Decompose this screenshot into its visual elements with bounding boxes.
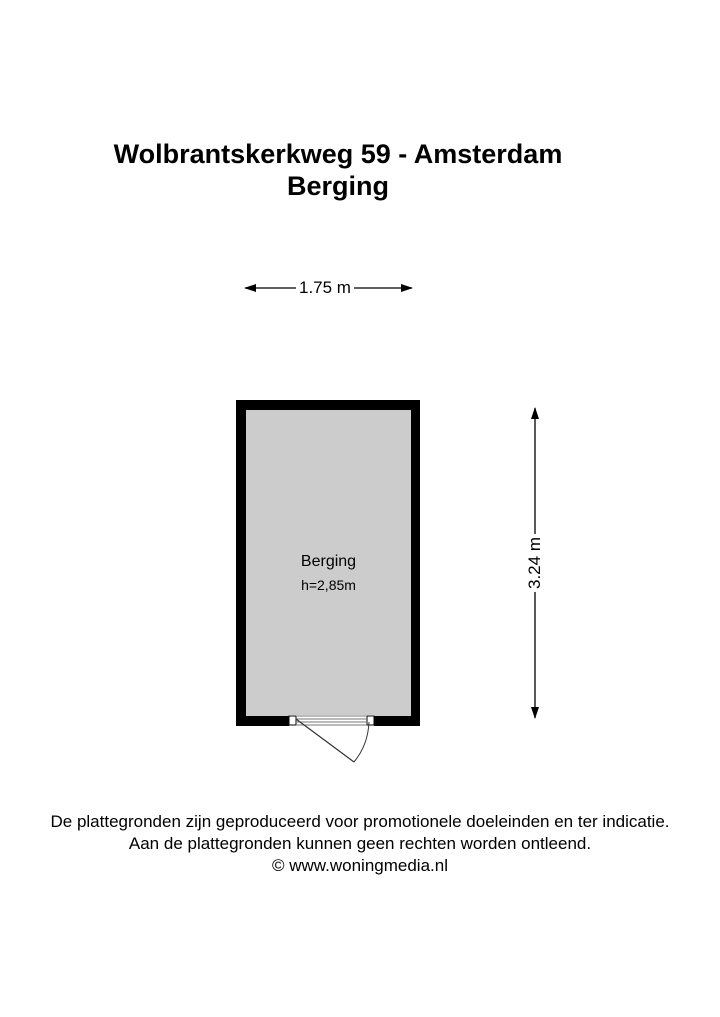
room-height-label: h=2,85m bbox=[301, 577, 356, 593]
disclaimer-line-1: De plattegronden zijn geproduceerd voor promotionele doeleinden en ter indicatie. bbox=[50, 812, 670, 831]
page-title-address: Wolbrantskerkweg 59 - Amsterdam bbox=[113, 139, 563, 169]
width-dimension-label: 1.75 m bbox=[296, 278, 354, 298]
copyright-line: © www.woningmedia.nl bbox=[272, 856, 448, 875]
length-dimension-label: 3.24 m bbox=[525, 534, 545, 592]
page-title-floor: Berging bbox=[286, 171, 389, 201]
disclaimer-line-2: Aan de plattegronden kunnen geen rechten worden ontleend. bbox=[128, 834, 592, 853]
room-name-label: Berging bbox=[300, 553, 357, 570]
